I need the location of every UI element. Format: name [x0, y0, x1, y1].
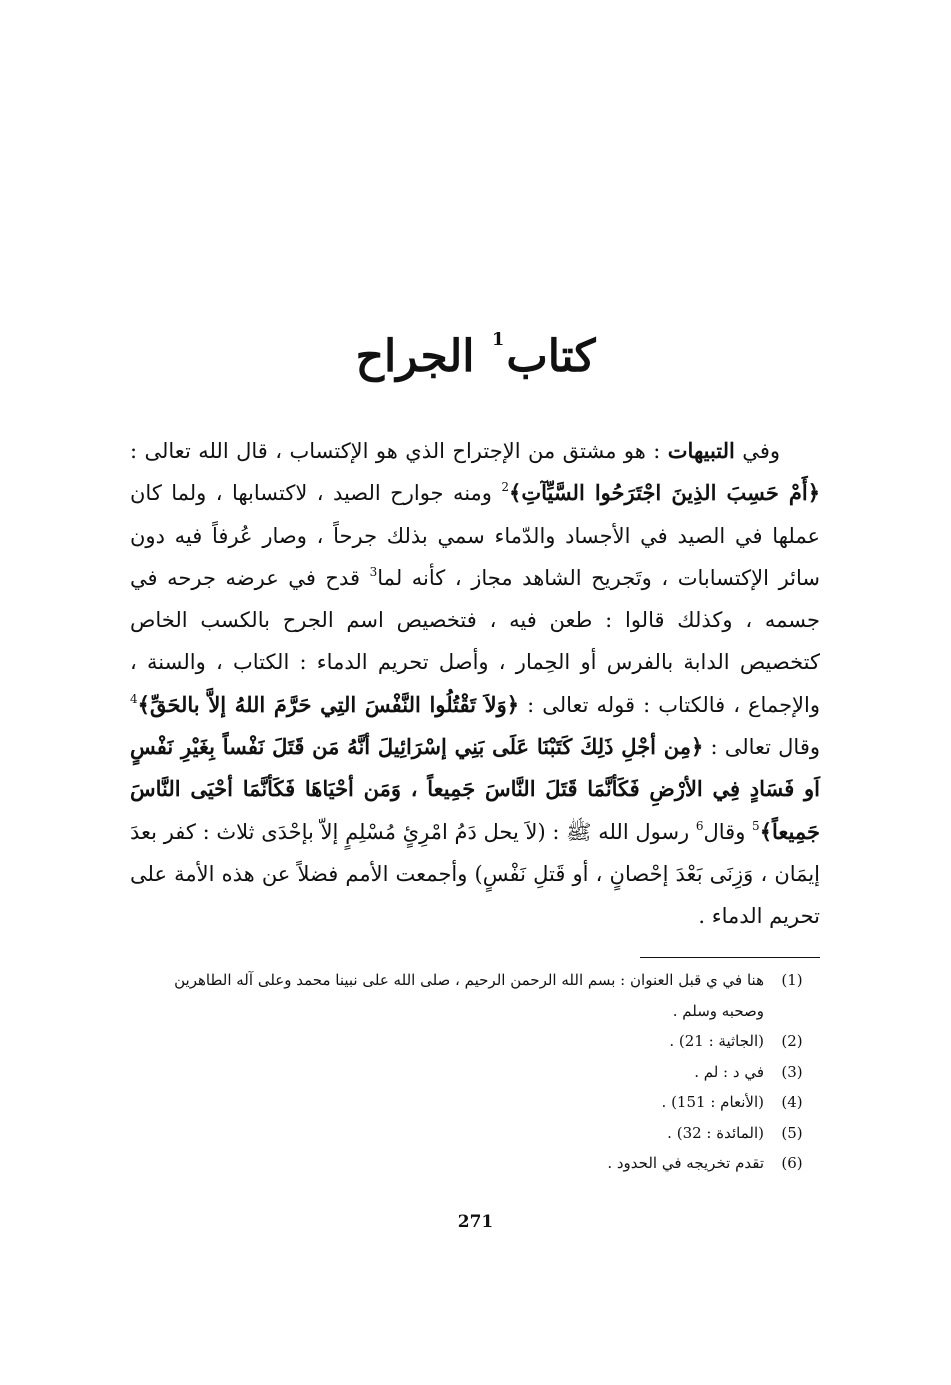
- footnote-ref: 3: [369, 564, 378, 579]
- footnote: [130, 1026, 820, 1057]
- quran-quote: ﴿مِن أجْلِ ذَلِكَ كَتَبْنَا عَلَى بَنِي إسْرَائِيلَ أنَّهُ مَن قَتَلَ نَفْساً بِغَيْرِ نَفْسٍ اَو فَسَادٍ فِي الأرْضِ فَكَأنَّمَا قَتَلَ النَّاسَ جَمِيعاً ، وَمَن أحْيَاهَا فَكَأنَّمَا أحْيَى النَّاسَ جَمِيعاً﴾: [130, 734, 820, 844]
- text-segment: وقال: [703, 819, 753, 844]
- chapter-title-part2: الجراح: [355, 331, 475, 382]
- footnote-number: (1): [781, 971, 803, 989]
- source-name: التبيهات: [667, 438, 735, 463]
- text-segment: وفي: [734, 439, 780, 463]
- main-text: [130, 430, 820, 938]
- text-segment: رسول الله ﷺ : (لاَ يحل دَمُ امْرِئٍ مُسْلِمٍ إلاّ بإحْدَى ثلاث : كفر بعدَ إيمَان ، وَزِنَى بَعْدَ إحْصانٍ ، أو قَتلِ نَفْسٍ) وأجمعت الأمم فضلاً عن هذه الأمة على تحريم الدماء .: [130, 819, 820, 929]
- text-segment: قدح في عرضه جرحه في جسمه ، وكذلك قالوا : طعن فيه ، فتخصيص اسم الجرح بالكسب الخاص كتخصيص الدابة بالفرس أو الحِمار ، وأصل تحريم الدماء : الكتاب ، والسنة ، والإجماع ، فالكتاب : قوله تعالى :: [130, 565, 821, 717]
- footnote: [130, 965, 820, 1026]
- footnote: [130, 1118, 820, 1149]
- text-segment: وقال تعالى :: [703, 735, 820, 760]
- footnotes: [130, 965, 820, 1179]
- footnote-text: هنا في ي قبل العنوان : بسم الله الرحمن الرحيم ، صلى الله على نبينا محمد وعلى آله الطاهرين وصحبه وسلم .: [174, 971, 764, 1020]
- footnote-number: (6): [781, 1154, 803, 1172]
- footnote-text: (المائدة : 32) .: [667, 1123, 764, 1142]
- text-segment: ومنه جوارح الصيد ، لاكتسابها ، ولما كان عملها في الصيد في الأجساد والدّماء سمي بذلك جرحاً ، وصار عُرفاً فيه دون سائر الإكتسابات ، وتَجريح الشاهد مجاز ، كأنه لما: [130, 481, 820, 590]
- footnote-ref: 4: [130, 691, 138, 706]
- quran-quote: ﴿أَمْ حَسِبَ الذِينَ اجْتَرَحُوا السَّيِّآتِ﴾: [509, 480, 820, 506]
- footnote: [130, 1087, 820, 1118]
- footnote-number: (3): [781, 1062, 803, 1081]
- quran-quote: ﴿وَلاَ تَقْتُلُوا النَّفْسَ التِي حَرَّمَ اللهُ إلاَّ بالحَقِّ﴾: [137, 691, 520, 717]
- footnote-number: (5): [781, 1123, 803, 1142]
- footnote: [130, 1148, 820, 1179]
- page-number: 271: [457, 1212, 494, 1232]
- main-paragraph: [130, 430, 820, 938]
- footnote-separator: [640, 957, 820, 958]
- footnote-number: (2): [781, 1032, 803, 1050]
- footnote-text: في د : لم .: [694, 1062, 764, 1081]
- text-segment: : هو مشتق من الإجتراح الذي هو الإكتساب ، قال الله تعالى :: [130, 439, 668, 463]
- footnote-ref: 2: [501, 480, 510, 495]
- footnote-ref: 5: [752, 818, 760, 833]
- footnote-ref: 6: [695, 818, 704, 833]
- chapter-title: [0, 305, 951, 392]
- footnote-number: (4): [781, 1093, 803, 1111]
- footnote: [130, 1057, 820, 1088]
- title-footnote-ref: 1: [491, 329, 505, 350]
- footnote-text: تقدم تخريجه في الحدود .: [607, 1154, 764, 1172]
- footnote-text: (الأنعام : 151) .: [661, 1093, 764, 1111]
- footnote-text: (الجاثية : 21) .: [669, 1032, 764, 1050]
- chapter-title-part1: كتاب: [506, 331, 596, 382]
